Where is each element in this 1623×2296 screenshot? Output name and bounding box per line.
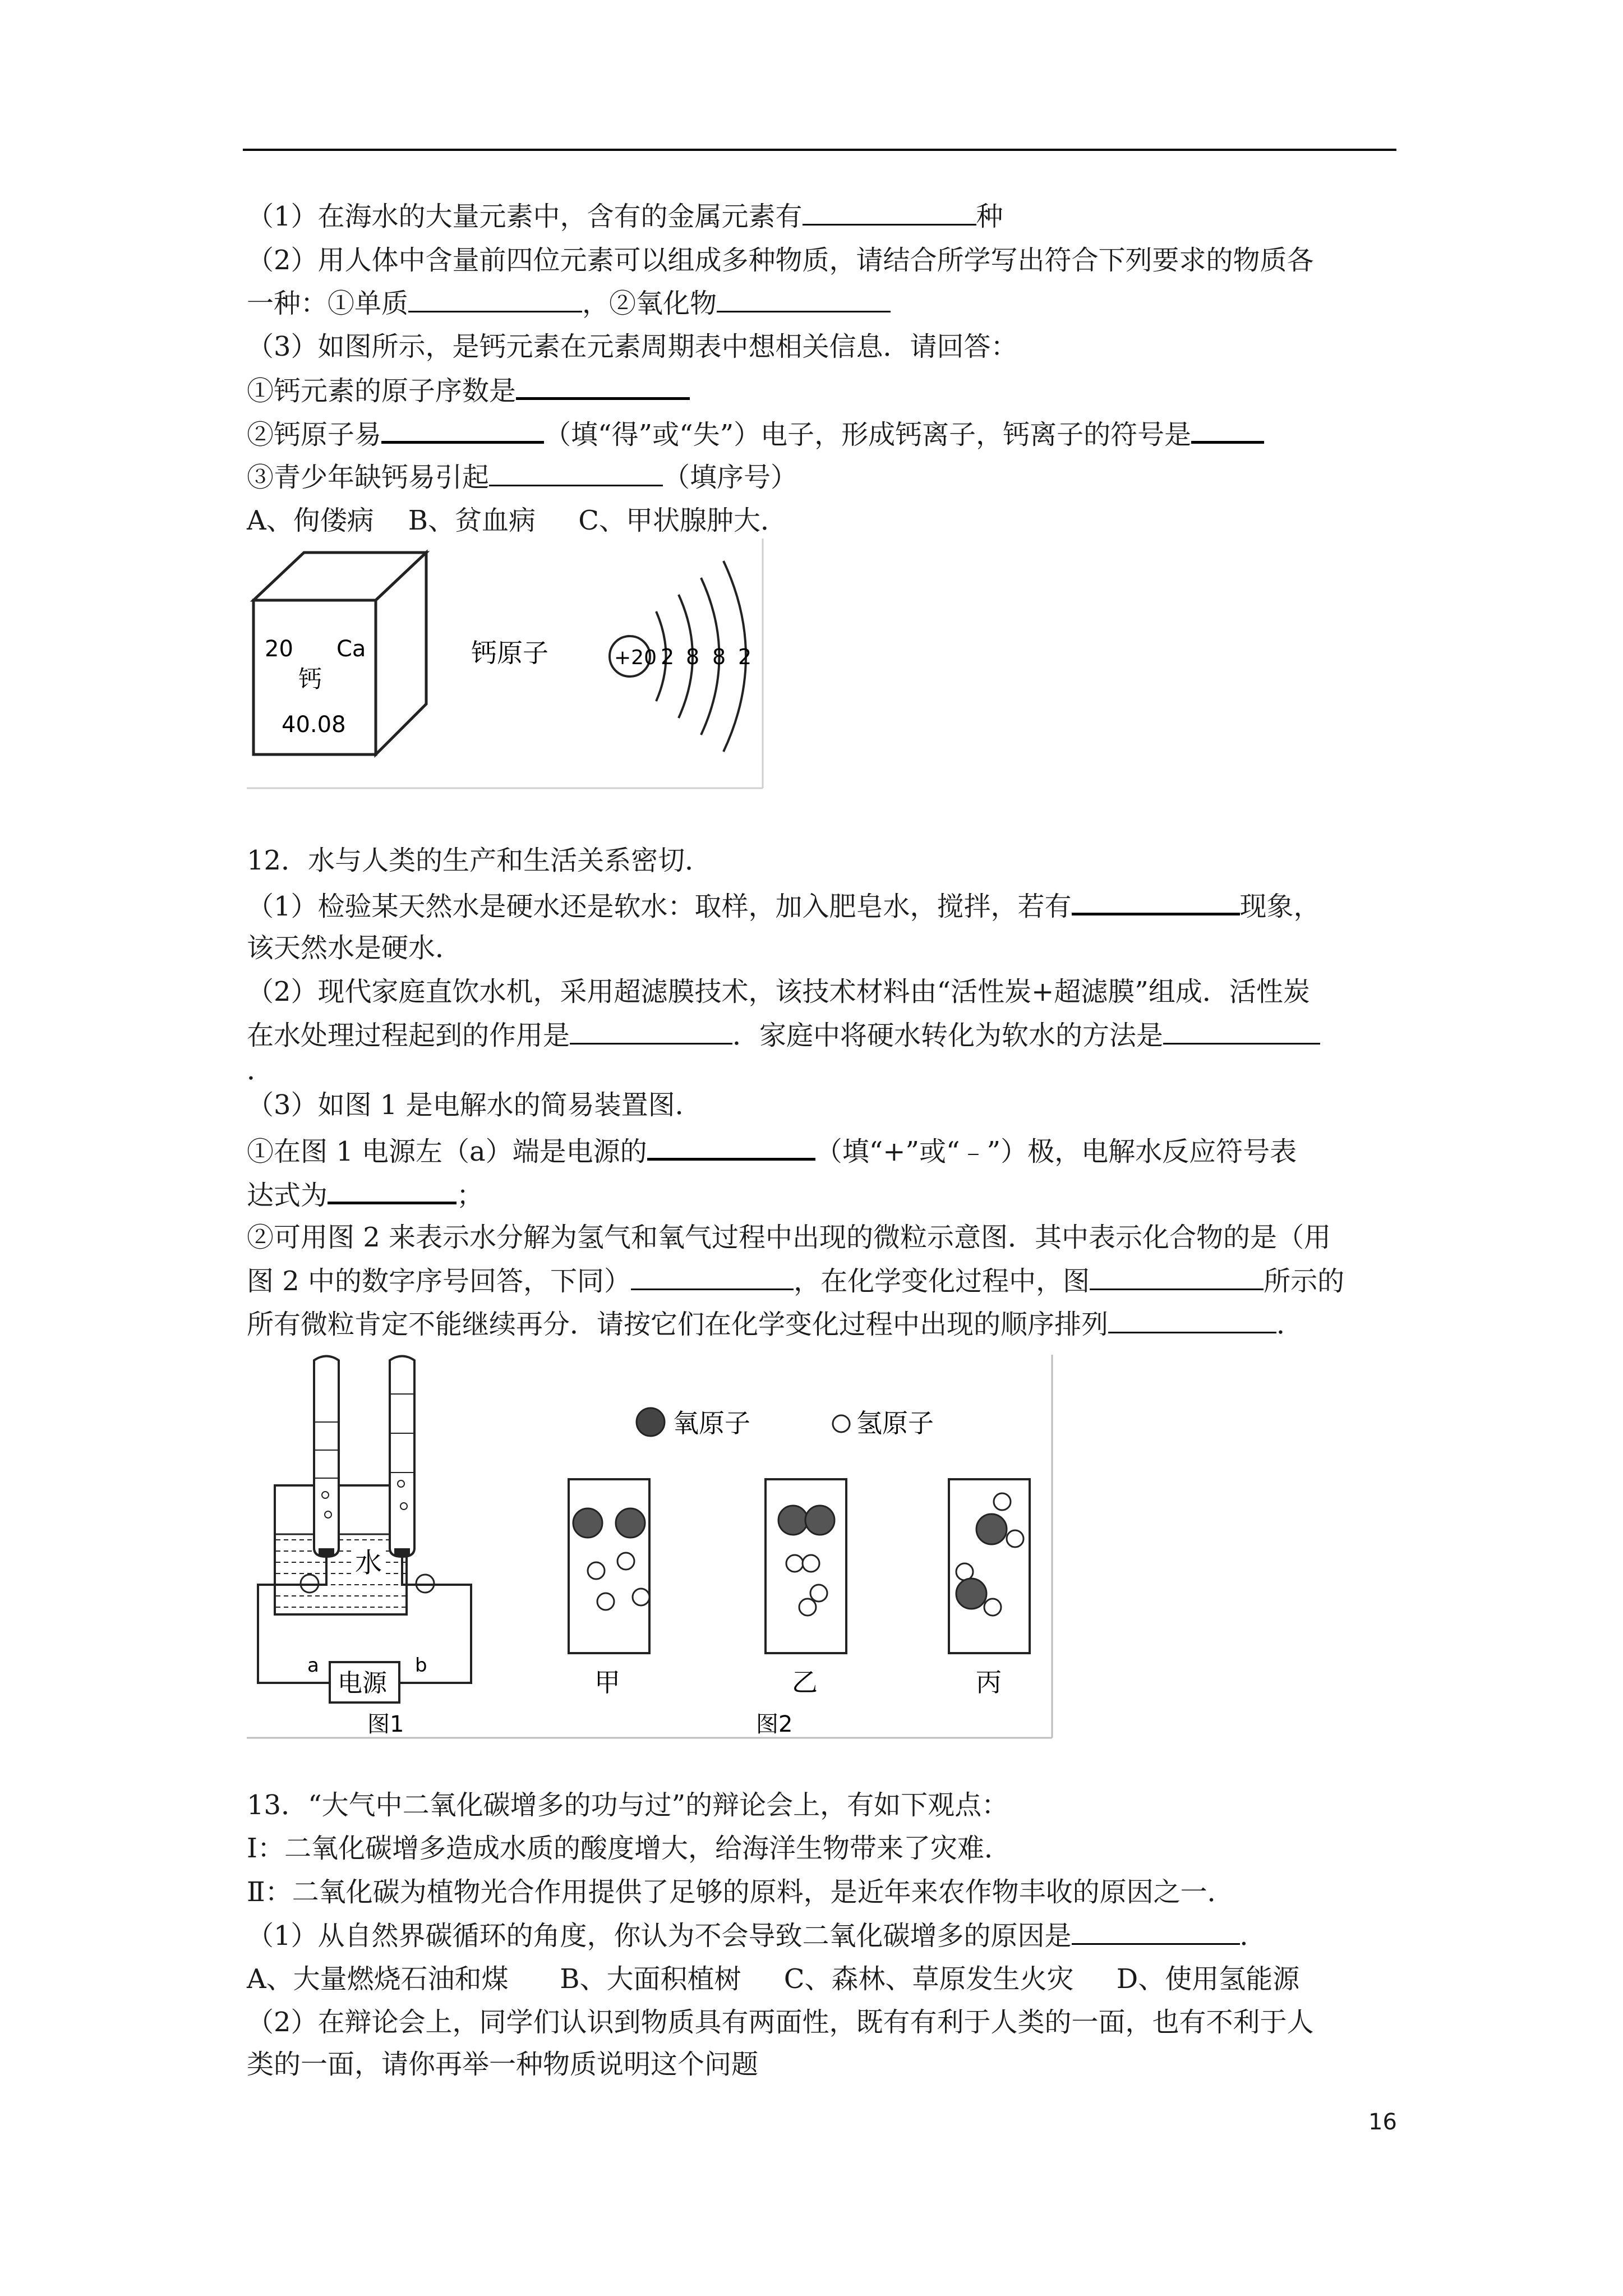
text: ．	[1276, 1309, 1304, 1340]
text: ②钙原子易	[247, 419, 382, 450]
q13-line-3: Ⅱ：二氧化碳为植物光合作用提供了足够的原料，是近年来农作物丰收的原因之一．	[247, 1876, 1234, 1908]
q12-line-3: 该天然水是硬水．	[247, 932, 463, 964]
q13-line-6: 类的一面，请你再举一种物质说明这个问题	[247, 2049, 759, 2080]
shell-3-electrons: 8	[712, 645, 726, 669]
text: 所示的	[1264, 1266, 1345, 1297]
answer-blank	[631, 1264, 794, 1290]
q12-line-11	[247, 1264, 1344, 1298]
answer-blank	[381, 416, 544, 444]
text: 图 2 中的数字序号回答，下同）	[247, 1266, 631, 1297]
text: ，②氧化物	[582, 288, 717, 319]
nucleus-charge: +20	[614, 646, 657, 669]
header-rule	[243, 149, 1396, 151]
oxygen-legend: 氧原子	[673, 1408, 750, 1438]
q12-line-5	[247, 1018, 1320, 1052]
q11-line-3	[247, 286, 891, 320]
atomic-mass: 40.08	[282, 712, 346, 738]
calcium-figure	[247, 539, 768, 791]
label-bing: 丙	[976, 1667, 1002, 1697]
panel-jia	[569, 1479, 649, 1653]
electrolysis-figure	[247, 1355, 1054, 1742]
text: （1）在海水的大量元素中，含有的金属元素有	[247, 201, 803, 232]
text: ，在化学变化过程中，图	[794, 1266, 1090, 1297]
answer-blank	[1163, 1018, 1320, 1045]
answer-blank	[328, 1177, 457, 1204]
q11-options: A、佝偻病 B、贫血病 C、甲状腺肿大．	[247, 505, 787, 536]
text: （1）检验某天然水是硬水还是软水：取样，加入肥皂水，搅拌，若有	[247, 891, 1072, 922]
answer-blank	[1108, 1307, 1276, 1333]
q11-line-7	[247, 460, 797, 494]
shell-2-electrons: 8	[686, 645, 700, 669]
text: 达式为	[247, 1180, 328, 1211]
q11-line-5	[247, 372, 690, 408]
q12-line-4: （2）现代家庭直饮水机，采用超滤膜技术，该技术材料由“活性炭+超滤膜”组成．活性炭	[247, 976, 1310, 1007]
text: ①钙元素的原子序数是	[247, 375, 517, 407]
q12-line-10: ②可用图 2 来表示水分解为氢气和氧气过程中出现的微粒示意图．其中表示化合物的是（用	[247, 1222, 1331, 1253]
q12-line-8	[247, 1133, 1297, 1168]
terminal-b: b	[415, 1654, 427, 1677]
element-symbol: Ca	[336, 636, 366, 662]
text: ．家庭中将硬水转化为软水的方法是	[732, 1020, 1164, 1051]
oxygen-atom-icon	[637, 1408, 665, 1436]
hydrogen-legend: 氢原子	[856, 1408, 934, 1438]
q13-title: 13．“大气中二氧化碳增多的功与过”的辩论会上，有如下观点：	[247, 1789, 1009, 1821]
q11-line-6	[247, 416, 1264, 452]
text: ①在图 1 电源左（a）端是电源的	[247, 1136, 647, 1167]
text: 在水处理过程起到的作用是	[247, 1020, 570, 1051]
q12-line-6: ．	[247, 1055, 274, 1086]
q12-title: 12．水与人类的生产和生活关系密切．	[247, 845, 712, 876]
water-label: 水	[355, 1547, 382, 1579]
q12-line-12	[247, 1307, 1303, 1341]
text: 所有微粒肯定不能继续再分．请按它们在化学变化过程中出现的顺序排列	[247, 1309, 1109, 1340]
label-yi: 乙	[792, 1667, 818, 1697]
label-jia: 甲	[594, 1667, 620, 1697]
atom-structure-diagram	[610, 561, 751, 752]
answer-blank	[516, 372, 690, 400]
figure-1-caption: 图1	[367, 1711, 404, 1737]
shell-1-electrons: 2	[661, 645, 675, 669]
q11-line-4: （3）如图所示，是钙元素在元素周期表中想相关信息．请回答：	[247, 331, 1018, 362]
atom-label: 钙原子	[471, 638, 548, 668]
answer-blank	[717, 286, 891, 312]
q12-line-7: （3）如图 1 是电解水的简易装置图．	[247, 1089, 702, 1121]
q13-line-5: （2）在辩论会上，同学们认识到物质具有两面性，既有有利于人类的一面，也有不利于人	[247, 2007, 1314, 2038]
answer-blank	[1072, 1918, 1240, 1945]
shell-4-electrons: 2	[738, 645, 752, 669]
q12-line-2	[247, 888, 1321, 923]
text: （1）从自然界碳循环的角度，你认为不会导致二氧化碳增多的原因是	[247, 1920, 1072, 1952]
particle-diagram	[569, 1408, 1030, 1737]
text: 一种：①单质	[247, 288, 409, 319]
text: 现象，	[1239, 891, 1321, 922]
answer-blank	[570, 1018, 732, 1045]
q11-line-1	[247, 199, 1003, 233]
q13-line-4	[247, 1918, 1267, 1953]
q11-line-2: （2）用人体中含量前四位元素可以组成多种物质，请结合所学写出符合下列要求的物质各	[247, 245, 1314, 276]
text: ；	[457, 1180, 484, 1211]
terminal-a: a	[307, 1654, 319, 1677]
answer-blank	[1191, 416, 1264, 444]
q13-options: A、大量燃烧石油和煤 B、大面积植树 C、森林、草原发生火灾 D、使用氢能源	[247, 1963, 1300, 1995]
answer-blank	[489, 460, 663, 486]
text: 种	[976, 201, 1003, 232]
answer-blank	[803, 199, 976, 226]
text: ③青少年缺钙易引起	[247, 462, 490, 493]
figure-2-caption: 图2	[756, 1711, 793, 1737]
hydrogen-atom-icon	[833, 1415, 850, 1432]
text: （填序号）	[663, 462, 798, 493]
answer-blank	[1090, 1264, 1264, 1290]
element-name: 钙	[298, 665, 322, 693]
answer-blank	[647, 1133, 815, 1161]
text: （填“+”或“﹣”）极，电解水反应符号表	[815, 1136, 1297, 1167]
power-supply-label: 电源	[338, 1669, 387, 1697]
answer-blank	[408, 286, 582, 312]
page-number: 16	[1368, 2109, 1397, 2135]
electrolysis-apparatus	[258, 1356, 471, 1738]
q13-line-2: Ⅰ：二氧化碳增多造成水质的酸度增大，给海洋生物带来了灾难．	[247, 1833, 1011, 1864]
text: ．	[1239, 1920, 1267, 1952]
text: （填“得”或“失”）电子，形成钙离子，钙离子的符号是	[544, 419, 1192, 450]
q12-line-9	[247, 1177, 483, 1212]
atomic-number: 20	[265, 636, 293, 662]
answer-blank	[1072, 888, 1240, 915]
